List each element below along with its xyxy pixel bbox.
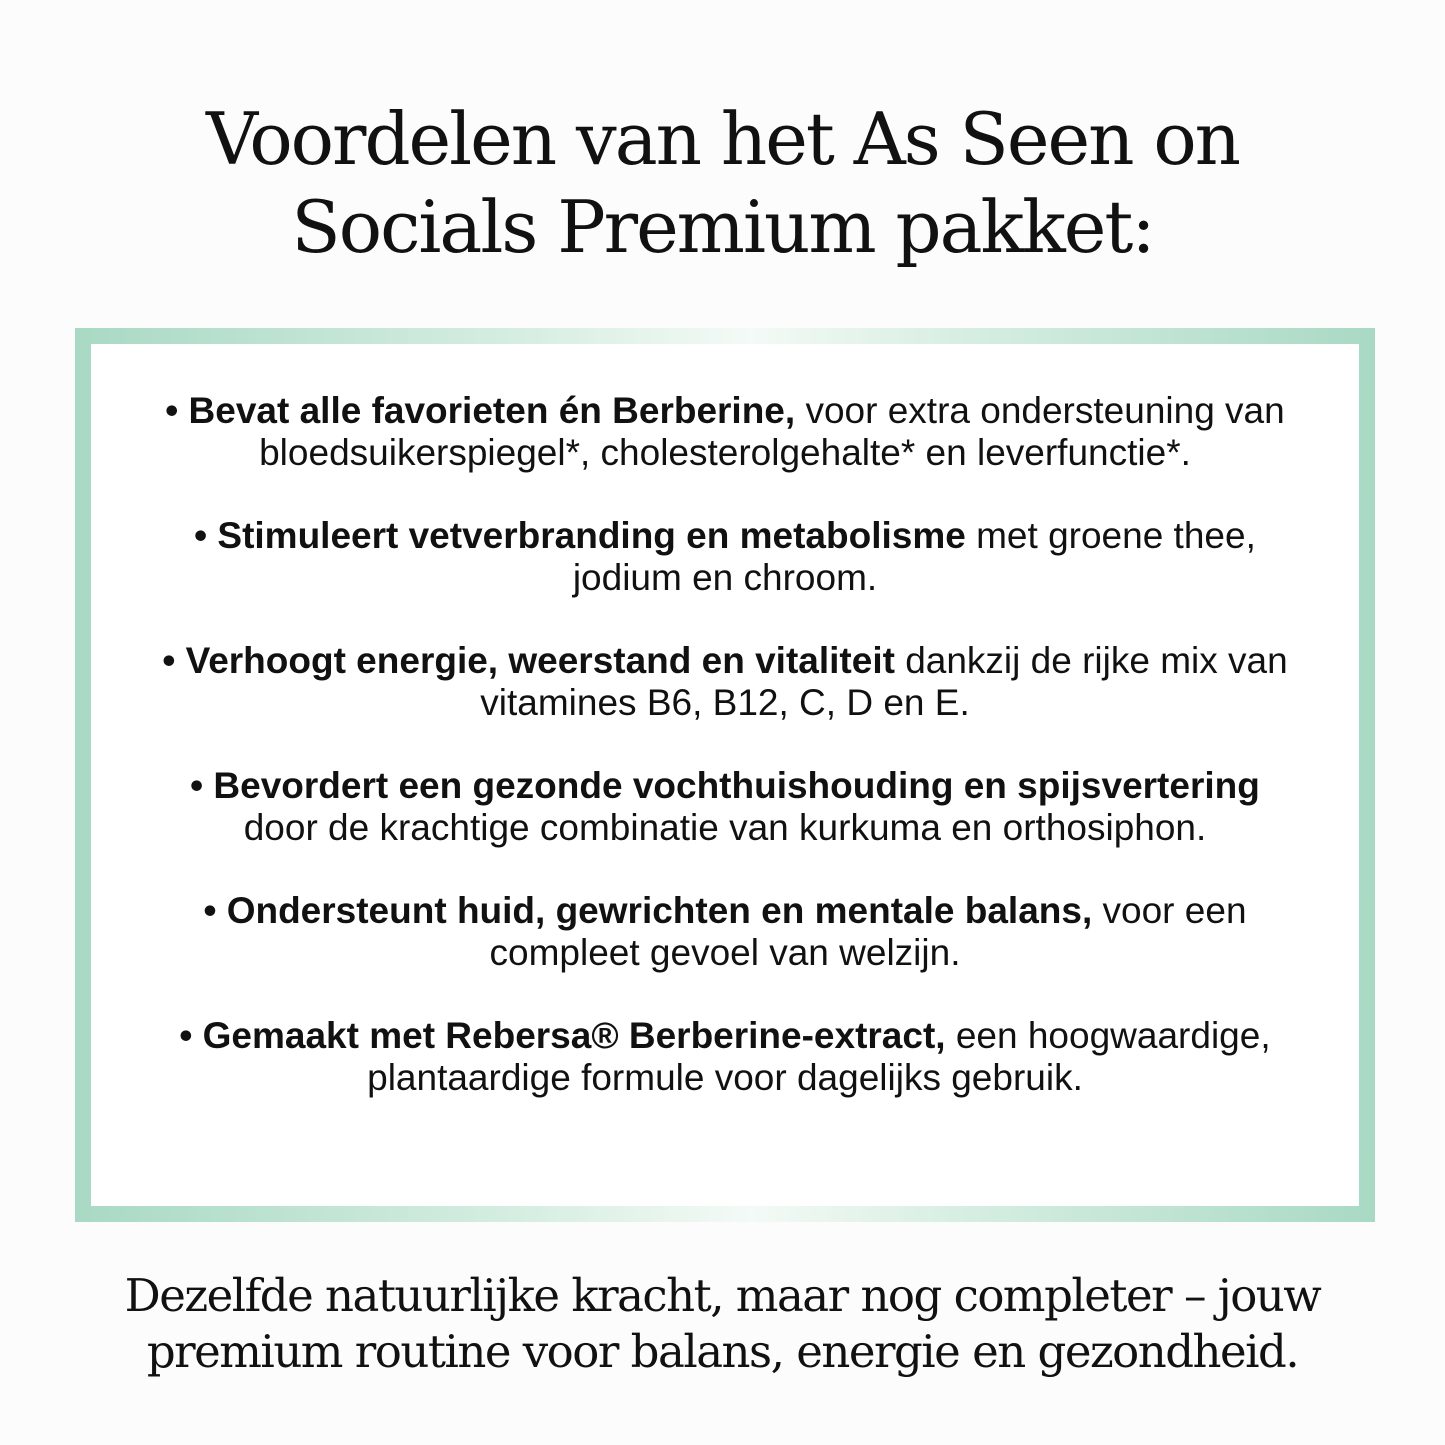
benefit-highlight: Verhoogt energie, weerstand en vitaliteit — [185, 640, 895, 681]
benefit-highlight: Stimuleert vetverbranding en metabolisme — [217, 515, 966, 556]
benefit-highlight: Bevordert een gezonde vochthuishouding en spijsvertering — [213, 765, 1260, 806]
closing-statement — [0, 1268, 1445, 1380]
benefit-text: met groene thee, jodium en chroom. — [572, 515, 1256, 598]
benefit-item-rebersa — [155, 1015, 1295, 1099]
benefits-panel — [91, 344, 1359, 1206]
bullet-icon: • — [203, 890, 217, 931]
bullet-icon: • — [190, 765, 204, 806]
bullet-icon: • — [179, 1015, 193, 1056]
benefit-text: dankzij de rijke mix van vitamines B6, B12, C, D en E. — [480, 640, 1288, 723]
benefits-list — [91, 390, 1359, 1140]
benefits-frame — [75, 328, 1375, 1222]
benefit-highlight: Bevat alle favorieten én Berberine, — [188, 390, 796, 431]
benefit-text: een hoogwaardige, plantaardige formule voor dagelijks gebruik. — [367, 1015, 1271, 1098]
benefit-item-wellbeing — [155, 890, 1295, 974]
bullet-icon: • — [194, 515, 208, 556]
page-title — [0, 95, 1445, 271]
title-line-2: Socials Premium pakket: — [291, 185, 1154, 269]
benefit-item-metabolism — [155, 515, 1295, 599]
bullet-icon: • — [165, 390, 179, 431]
benefit-highlight: Ondersteunt huid, gewrichten en mentale balans, — [226, 890, 1093, 931]
benefit-item-digestion — [155, 765, 1295, 849]
benefit-text: voor een compleet gevoel van welzijn. — [489, 890, 1247, 973]
bullet-icon: • — [162, 640, 176, 681]
closing-line-2: premium routine voor balans, energie en gezondheid. — [146, 1325, 1299, 1378]
benefit-text: door de krachtige combinatie van kurkuma en orthosiphon. — [243, 807, 1207, 848]
benefit-highlight: Gemaakt met Rebersa® Berberine-extract, — [202, 1015, 946, 1056]
benefit-text: voor extra ondersteuning van bloedsuikerspiegel*, cholesterolgehalte* en leverfunctie*. — [259, 390, 1285, 473]
closing-line-1: Dezelfde natuurlijke kracht, maar nog completer – jouw — [124, 1269, 1321, 1322]
benefit-item-energy — [155, 640, 1295, 724]
title-line-1: Voordelen van het As Seen on — [205, 97, 1240, 181]
benefit-item-berberine — [155, 390, 1295, 474]
